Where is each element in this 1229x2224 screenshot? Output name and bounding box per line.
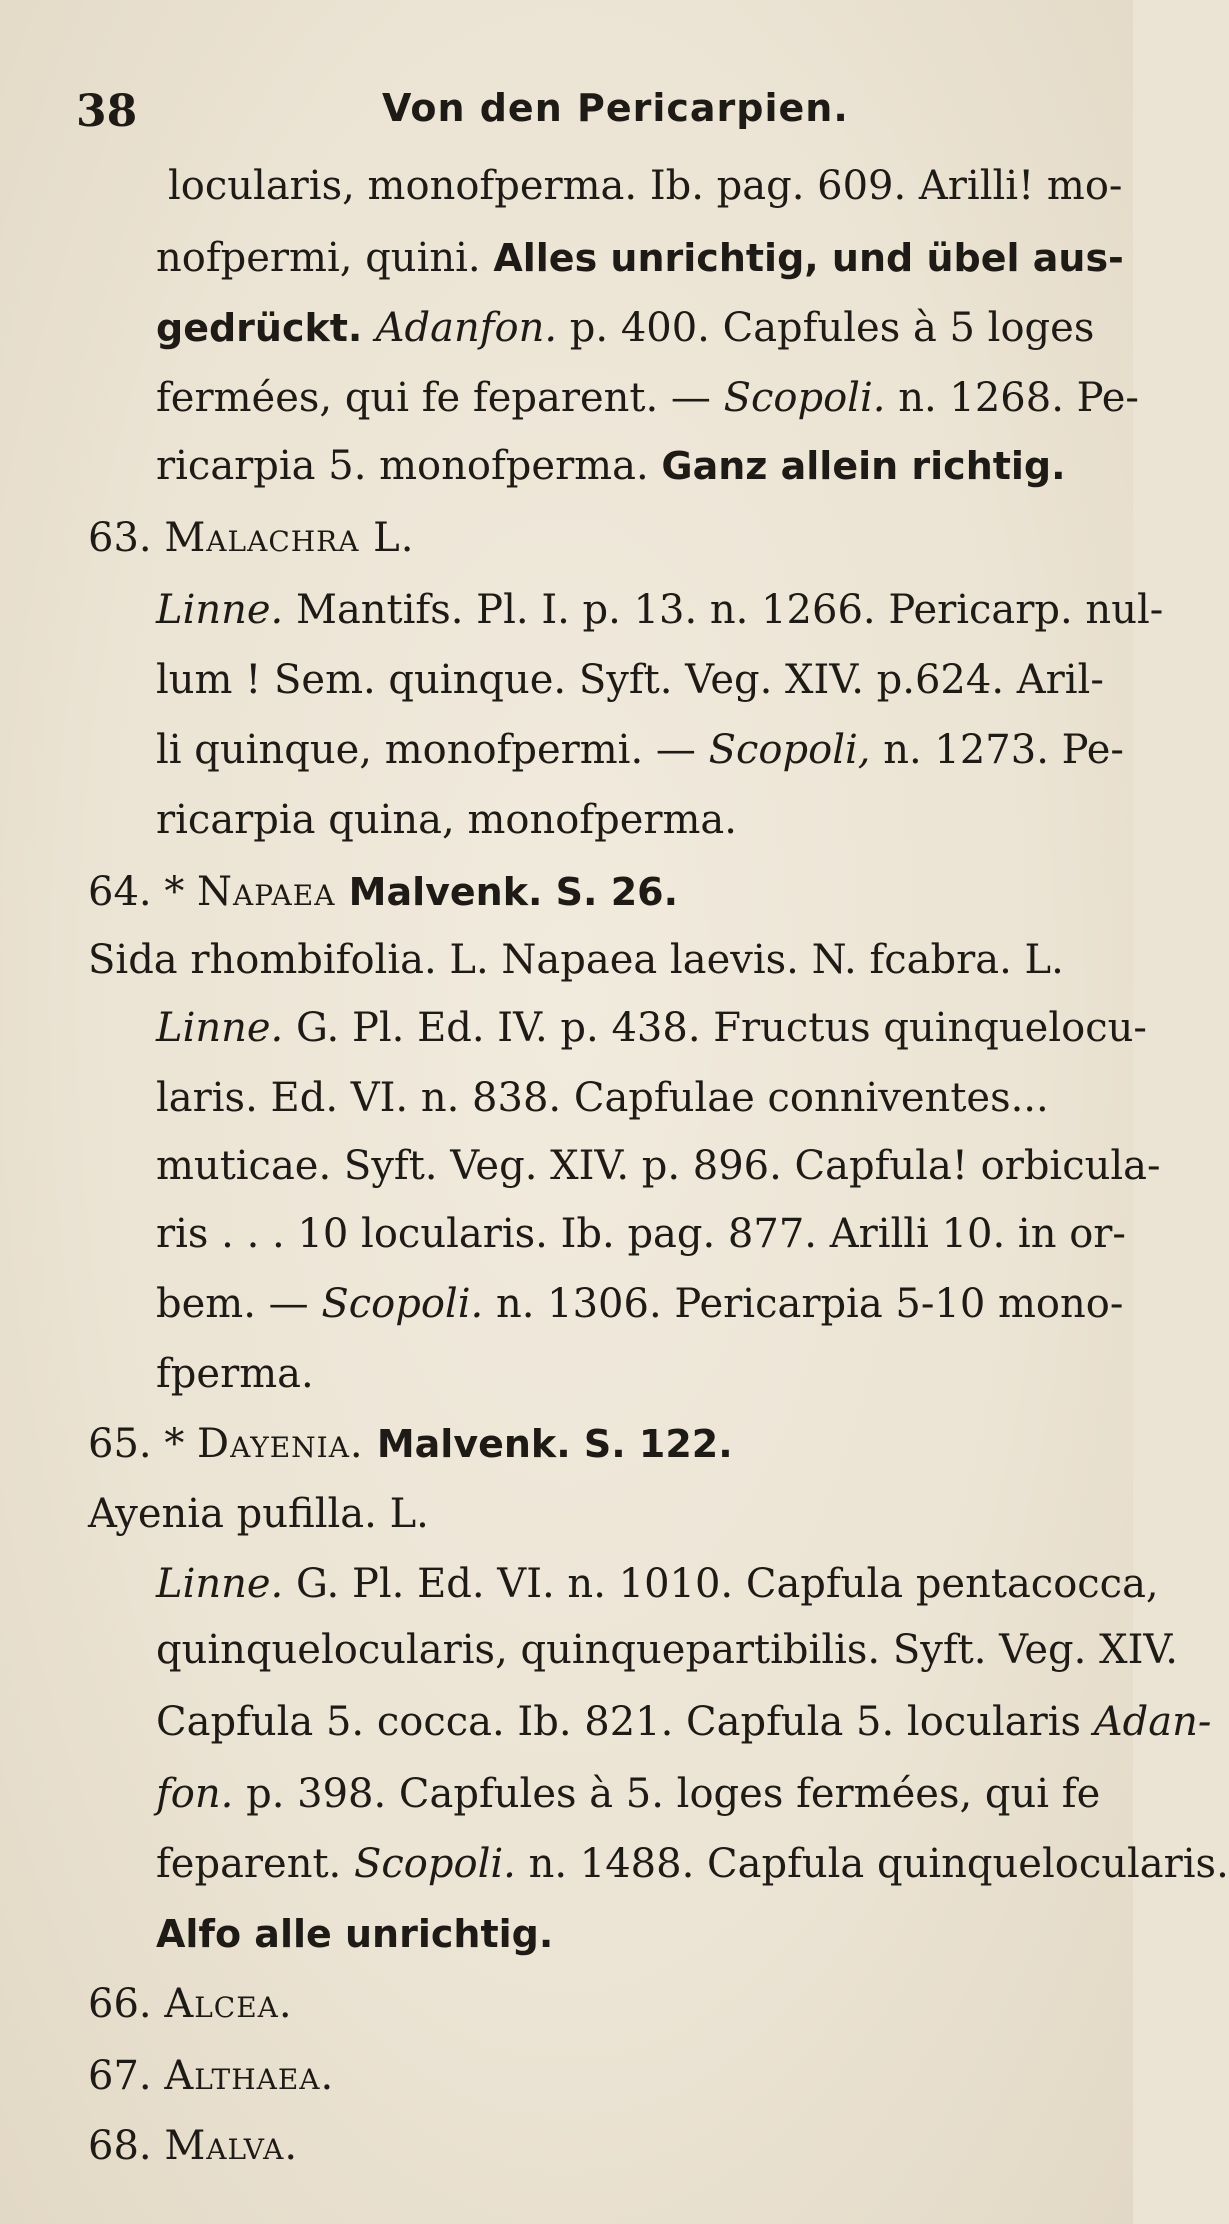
text-segment: laris. Ed. VI. n. 838. Capfulae conniventes...	[156, 1075, 1049, 1121]
text-segment: Scopoli,	[708, 727, 871, 773]
text-line	[156, 654, 1104, 706]
text-line	[88, 1488, 429, 1540]
text-segment: Ayenia pufilla. L.	[88, 1491, 429, 1537]
text-segment: 67.	[88, 2053, 165, 2099]
text-line	[88, 934, 1064, 986]
text-line	[156, 1072, 1049, 1124]
text-segment: 63.	[88, 515, 165, 561]
text-segment: ricarpia 5. monofperma.	[156, 443, 662, 489]
text-segment: n. 1306. Pericarpia 5-10 mono-	[483, 1281, 1124, 1327]
text-line	[156, 1208, 1126, 1260]
text-segment: Alfo alle unrichtig.	[156, 1912, 554, 1956]
text-segment: Adan-	[1093, 1699, 1212, 1745]
text-line	[156, 1348, 314, 1400]
text-line	[88, 2050, 334, 2102]
text-segment: Malvenk. S. 122.	[363, 1422, 733, 1466]
text-line	[88, 1978, 293, 2030]
text-line	[168, 160, 1122, 212]
text-segment: 64. *	[88, 869, 198, 915]
text-line	[156, 302, 1094, 354]
entry-heading: Dayenia.	[197, 1421, 364, 1467]
text-segment: p. 398. Capfules à 5. loges fermées, qui fe	[233, 1771, 1101, 1817]
entry-heading: Malachra L.	[164, 515, 415, 561]
text-line	[88, 2120, 298, 2172]
entry-heading: Althaea.	[164, 2053, 335, 2099]
text-line	[156, 584, 1163, 636]
text-segment: nofpermi, quini.	[156, 235, 494, 281]
text-segment: Sida rhombifolia. L. Napaea laevis. N. fcabra. L.	[88, 937, 1064, 983]
running-head: Von den Pericarpien.	[382, 86, 849, 130]
text-line	[156, 1558, 1159, 1610]
text-segment: quinquelocularis, quinquepartibilis. Syft. Veg. XIV.	[156, 1627, 1178, 1673]
text-segment: n. 1268. Pe-	[885, 375, 1139, 421]
text-segment: Linne.	[156, 1005, 284, 1051]
text-line	[156, 1838, 1229, 1890]
text-line	[156, 440, 1066, 492]
text-segment: Scopoli.	[723, 375, 886, 421]
text-segment: Alles unrichtig, und übel aus-	[493, 236, 1124, 280]
text-line	[156, 1696, 1211, 1748]
text-segment: 66.	[88, 1981, 165, 2027]
text-segment: 68.	[88, 2123, 165, 2169]
text-segment: Scopoli.	[354, 1841, 516, 1887]
text-segment: locularis, monofperma. Ib. pag. 609. Arilli! mo-	[168, 163, 1123, 209]
text-line	[88, 1418, 733, 1470]
text-line	[88, 866, 678, 918]
text-line	[156, 794, 737, 846]
text-segment: fermées, qui fe feparent. —	[156, 375, 724, 421]
text-line	[156, 1624, 1178, 1676]
text-segment: lum ! Sem. quinque. Syft. Veg. XIV. p.624. Aril-	[156, 657, 1104, 703]
text-line	[88, 512, 414, 564]
text-segment: fon.	[156, 1771, 234, 1817]
text-segment: gedrückt.	[156, 306, 376, 350]
text-segment: p. 400. Capfules à 5 loges	[557, 305, 1095, 351]
text-line	[156, 372, 1139, 424]
text-line	[156, 232, 1124, 284]
text-segment: bem. —	[156, 1281, 322, 1327]
text-segment: Scopoli.	[321, 1281, 484, 1327]
text-segment: ricarpia quina, monofperma.	[156, 797, 737, 843]
text-segment: Linne.	[156, 1561, 284, 1607]
entry-heading: Malva.	[164, 2123, 299, 2169]
text-line	[156, 1002, 1147, 1054]
text-segment: ris . . . 10 locularis. Ib. pag. 877. Arilli 10. in or-	[156, 1211, 1126, 1257]
text-segment: Mantifs. Pl. I. p. 13. n. 1266. Pericarp. nul-	[283, 587, 1164, 633]
text-segment: feparent.	[156, 1841, 354, 1887]
text-line	[156, 724, 1124, 776]
entry-heading: Alcea.	[164, 1981, 293, 2027]
text-segment: n. 1273. Pe-	[870, 727, 1124, 773]
page-number: 38	[76, 86, 138, 137]
text-segment: Capfula 5. cocca. Ib. 821. Capfula 5. locularis	[156, 1699, 1094, 1745]
text-line	[156, 1768, 1100, 1820]
text-segment: li quinque, monofpermi. —	[156, 727, 709, 773]
text-segment: G. Pl. Ed. IV. p. 438. Fructus quinquelocu-	[283, 1005, 1147, 1051]
text-segment: G. Pl. Ed. VI. n. 1010. Capfula pentacocca,	[283, 1561, 1159, 1607]
text-segment: Linne.	[156, 587, 284, 633]
entry-heading: Napaea	[197, 869, 336, 915]
text-segment: Ganz allein richtig.	[661, 444, 1066, 488]
text-segment: Malvenk. S. 26.	[335, 870, 679, 914]
text-line	[156, 1140, 1161, 1192]
text-segment: fperma.	[156, 1351, 314, 1397]
text-segment: 65. *	[88, 1421, 198, 1467]
text-line	[156, 1278, 1123, 1330]
page-header	[76, 86, 1076, 146]
text-segment: Adanfon.	[375, 305, 558, 351]
text-segment: n. 1488. Capfula quinquelocularis.	[515, 1841, 1229, 1887]
text-line	[156, 1908, 553, 1960]
text-segment: muticae. Syft. Veg. XIV. p. 896. Capfula! orbicula-	[156, 1143, 1161, 1189]
